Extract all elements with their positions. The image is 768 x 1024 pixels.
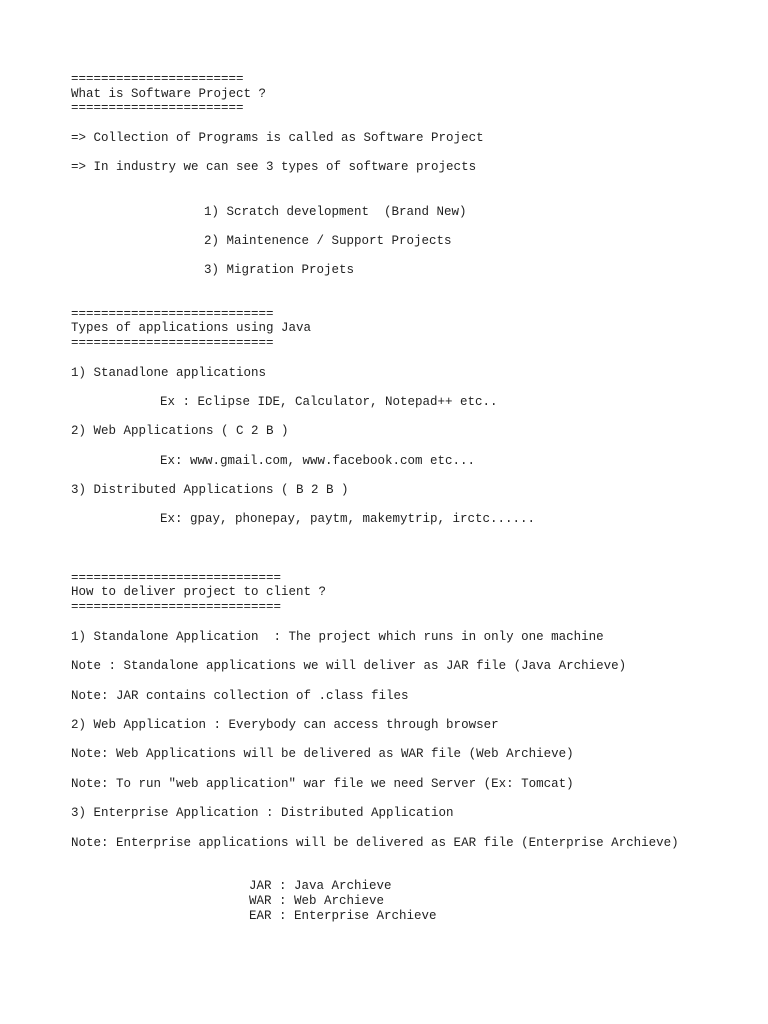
section-rule: ======================= <box>71 101 244 115</box>
section-heading: How to deliver project to client ? <box>71 585 327 599</box>
summary-line: EAR : Enterprise Archieve <box>249 909 437 923</box>
summary-line: JAR : Java Archieve <box>249 879 392 893</box>
note-line: Note: JAR contains collection of .class files <box>71 689 409 703</box>
example-line: Ex: gpay, phonepay, paytm, makemytrip, irctc...... <box>160 512 536 526</box>
text-line: 2) Web Application : Everybody can access through browser <box>71 718 499 732</box>
text-line: => Collection of Programs is called as Software Project <box>71 131 484 145</box>
list-item: 2) Maintenence / Support Projects <box>204 234 452 248</box>
text-line: 1) Standalone Application : The project which runs in only one machine <box>71 630 604 644</box>
note-line: Note: Enterprise applications will be delivered as EAR file (Enterprise Archieve) <box>71 836 679 850</box>
text-line: => In industry we can see 3 types of software projects <box>71 160 477 174</box>
section-rule: ============================ <box>71 600 282 614</box>
section-heading: What is Software Project ? <box>71 87 267 101</box>
list-item: 1) Stanadlone applications <box>71 366 267 380</box>
example-line: Ex : Eclipse IDE, Calculator, Notepad++ etc.. <box>160 395 498 409</box>
section-heading: Types of applications using Java <box>71 321 312 335</box>
section-rule: =========================== <box>71 307 274 321</box>
note-line: Note: To run "web application" war file we need Server (Ex: Tomcat) <box>71 777 574 791</box>
list-item: 3) Migration Projets <box>204 263 355 277</box>
section-rule: ============================ <box>71 571 282 585</box>
text-line: 3) Enterprise Application : Distributed Application <box>71 806 454 820</box>
example-line: Ex: www.gmail.com, www.facebook.com etc... <box>160 454 476 468</box>
section-rule: =========================== <box>71 336 274 350</box>
summary-line: WAR : Web Archieve <box>249 894 385 908</box>
list-item: 2) Web Applications ( C 2 B ) <box>71 424 289 438</box>
note-line: Note : Standalone applications we will deliver as JAR file (Java Archieve) <box>71 659 627 673</box>
section-rule: ======================= <box>71 72 244 86</box>
note-line: Note: Web Applications will be delivered as WAR file (Web Archieve) <box>71 747 574 761</box>
list-item: 1) Scratch development (Brand New) <box>204 205 467 219</box>
list-item: 3) Distributed Applications ( B 2 B ) <box>71 483 349 497</box>
